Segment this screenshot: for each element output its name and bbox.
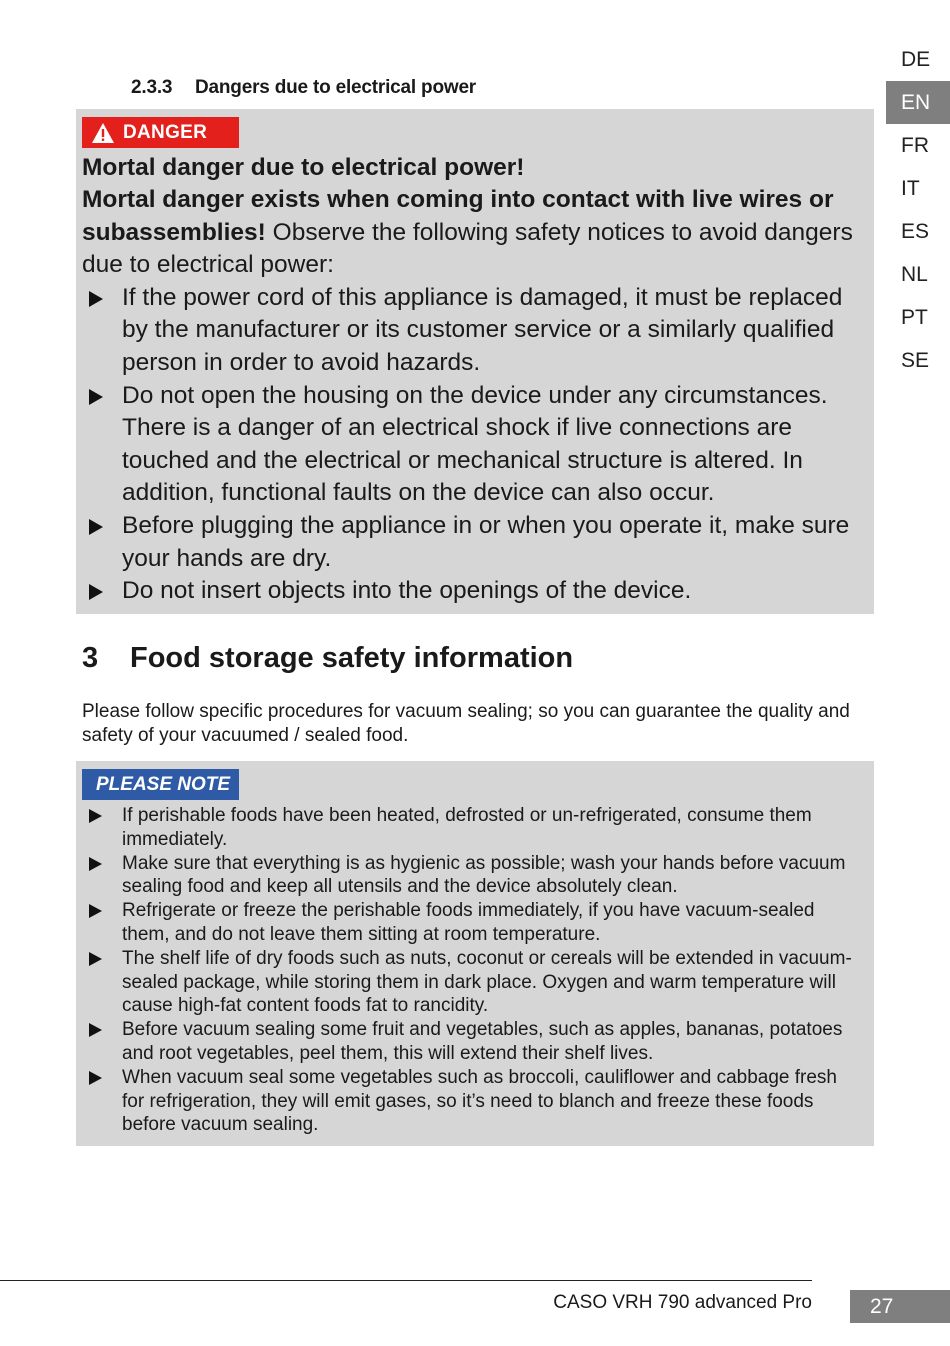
list-item-text: If the power cord of this appliance is damaged, it must be replaced by the manufacturer or its customer service or a similarly qualified person in order to avoid hazards. (122, 283, 843, 377)
section-heading (82, 642, 573, 675)
page-number: 27 (850, 1290, 950, 1323)
list-item (82, 1066, 874, 1137)
bullet-arrow-icon (89, 1023, 102, 1037)
language-tab-it[interactable]: IT (901, 177, 920, 200)
bullet-arrow-icon (89, 389, 103, 405)
language-tab-de[interactable]: DE (901, 48, 931, 71)
language-tabs (886, 38, 950, 382)
danger-bold-lead: Mortal danger exists when coming into contact with live wires or subassemblies! (82, 186, 834, 246)
language-tab-se[interactable]: SE (901, 349, 930, 372)
list-item (82, 510, 874, 575)
danger-badge-label: DANGER (123, 121, 208, 143)
list-item (82, 947, 874, 1018)
list-item (82, 380, 874, 510)
list-item-text: The shelf life of dry foods such as nuts, coconut or cereals will be extended in vacuum-sealed package, while storing them in dark place. Oxygen and warm temperature will cause high-fat content foods fat to rancidity. (122, 947, 852, 1017)
list-item (82, 804, 874, 852)
bullet-arrow-icon (89, 1071, 102, 1085)
list-item (82, 899, 874, 947)
note-badge: PLEASE NOTE (82, 769, 239, 800)
bullet-arrow-icon (89, 584, 103, 600)
list-item-text: Do not insert objects into the openings of the device. (122, 577, 692, 605)
danger-headline: Mortal danger due to electrical power! (82, 153, 525, 181)
bullet-arrow-icon (89, 519, 103, 535)
note-box (76, 761, 874, 1146)
section-number: 3 (82, 642, 99, 674)
language-tab-pt[interactable]: PT (901, 306, 928, 329)
list-item (82, 1018, 874, 1066)
list-item-text: When vacuum seal some vegetables such as broccoli, cauliflower and cabbage fresh for refrigeration, they will emit gases, so it’s need to blanch and freeze these foods before vacuum sealing. (122, 1066, 837, 1136)
language-tab-fr[interactable]: FR (901, 134, 929, 157)
bullet-arrow-icon (89, 291, 103, 307)
list-item (82, 575, 874, 608)
danger-intro (82, 152, 874, 282)
subsection-title: Dangers due to electrical power (195, 77, 476, 98)
list-item-text: Do not open the housing on the device under any circumstances. There is a danger of an electrical shock if live connections are touched and the electrical or mechanical structure is altered. In addition, functional faults on the device can also occur. (122, 381, 828, 507)
subsection-number: 2.3.3 (131, 77, 173, 98)
danger-badge (82, 117, 239, 148)
bullet-arrow-icon (89, 809, 102, 823)
note-list (82, 804, 874, 1137)
list-item-text: Before vacuum sealing some fruit and vegetables, such as apples, bananas, potatoes and root vegetables, peel them, this will extend their shelf lives. (122, 1019, 843, 1064)
language-tab-es[interactable]: ES (901, 220, 930, 243)
list-item-text: Make sure that everything is as hygienic as possible; wash your hands before vacuum sealing food and keep all utensils and the device absolutely clean. (122, 852, 846, 898)
subsection-heading (131, 77, 476, 99)
list-item (82, 282, 874, 380)
footer-divider (0, 1280, 812, 1281)
danger-lead-rest: Observe the following safety notices to avoid dangers due to electrical power: (82, 218, 853, 279)
language-tab-nl[interactable]: NL (901, 263, 928, 286)
section-intro: Please follow specific procedures for vacuum sealing; so you can guarantee the quality and safety of your vacuumed / sealed food. (82, 701, 850, 746)
list-item-text: If perishable foods have been heated, defrosted or un-refrigerated, consume them immediately. (122, 805, 812, 850)
bullet-arrow-icon (89, 857, 102, 871)
bullet-arrow-icon (89, 952, 102, 966)
warning-triangle-icon (91, 122, 115, 144)
list-item-text: Before plugging the appliance in or when you operate it, make sure your hands are dry. (122, 512, 850, 572)
list-item (82, 852, 874, 900)
list-item-text: Refrigerate or freeze the perishable foods immediately, if you have vacuum-sealed them, and do not leave them sitting at room temperature. (122, 900, 815, 945)
bullet-arrow-icon (89, 904, 102, 918)
section-title: Food storage safety information (130, 642, 574, 674)
danger-list (82, 282, 874, 608)
language-tab-en[interactable]: EN (886, 81, 950, 124)
footer-product-name: CASO VRH 790 advanced Pro (553, 1292, 812, 1313)
danger-box (76, 109, 874, 614)
